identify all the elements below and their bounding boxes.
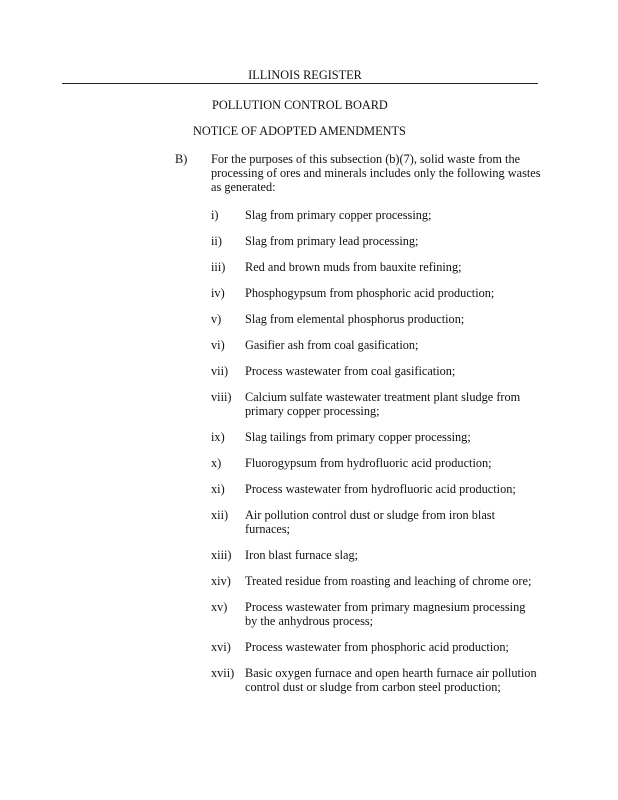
list-item-number: viii) bbox=[211, 390, 232, 404]
list-item-text bbox=[245, 600, 537, 628]
list-item-line: Slag tailings from primary copper processing; bbox=[245, 430, 471, 444]
list-item-line: furnaces; bbox=[245, 522, 291, 536]
list-item bbox=[211, 312, 537, 326]
list-item-number: ix) bbox=[211, 430, 225, 444]
list-item-number: iii) bbox=[211, 260, 226, 274]
list-item-line: Process wastewater from coal gasification; bbox=[245, 364, 456, 378]
section-intro-line: as generated: bbox=[211, 180, 276, 194]
list-item-text bbox=[245, 430, 537, 444]
waste-list bbox=[211, 208, 537, 706]
list-item-number: x) bbox=[211, 456, 222, 470]
list-item-line: Process wastewater from phosphoric acid production; bbox=[245, 640, 509, 654]
register-title-text: ILLINOIS REGISTER bbox=[248, 68, 362, 82]
list-item-number: xi) bbox=[211, 482, 225, 496]
list-item-line: Process wastewater from primary magnesium processing bbox=[245, 600, 526, 614]
list-item-text bbox=[245, 312, 537, 326]
list-item-text bbox=[245, 390, 537, 418]
list-item-text bbox=[245, 574, 537, 588]
list-item-text bbox=[245, 640, 537, 654]
list-item-line: Slag from elemental phosphorus production; bbox=[245, 312, 465, 326]
list-item bbox=[211, 548, 537, 562]
list-item-number: ii) bbox=[211, 234, 222, 248]
list-item-text bbox=[245, 666, 537, 694]
list-item bbox=[211, 338, 537, 352]
list-item-text bbox=[245, 456, 537, 470]
list-item-number: v) bbox=[211, 312, 222, 326]
list-item-text bbox=[245, 482, 537, 496]
list-item-line: Fluorogypsum from hydrofluoric acid production; bbox=[245, 456, 492, 470]
list-item-line: Slag from primary copper processing; bbox=[245, 208, 432, 222]
list-item bbox=[211, 234, 537, 248]
section-intro-line: For the purposes of this subsection (b)(7), solid waste from the bbox=[211, 152, 521, 166]
list-item-number: vi) bbox=[211, 338, 225, 352]
register-title bbox=[0, 68, 618, 82]
list-item-line: control dust or sludge from carbon steel production; bbox=[245, 680, 501, 694]
board-name: POLLUTION CONTROL BOARD bbox=[212, 98, 388, 112]
section-label: B) bbox=[175, 152, 188, 166]
list-item-line: Basic oxygen furnace and open hearth furnace air pollution bbox=[245, 666, 537, 680]
list-item-text bbox=[245, 234, 537, 248]
list-item bbox=[211, 364, 537, 378]
list-item-line: Air pollution control dust or sludge from iron blast bbox=[245, 508, 496, 522]
list-item bbox=[211, 666, 537, 694]
list-item-number: xvii) bbox=[211, 666, 235, 680]
list-item-text bbox=[245, 338, 537, 352]
list-item bbox=[211, 390, 537, 418]
section-intro-line: processing of ores and minerals includes only the following wastes bbox=[211, 166, 541, 180]
list-item bbox=[211, 260, 537, 274]
list-item-line: by the anhydrous process; bbox=[245, 614, 374, 628]
list-item-line: Iron blast furnace slag; bbox=[245, 548, 359, 562]
list-item bbox=[211, 430, 537, 444]
list-item-text bbox=[245, 508, 537, 536]
list-item-number: xii) bbox=[211, 508, 229, 522]
list-item-line: Phosphogypsum from phosphoric acid production; bbox=[245, 286, 495, 300]
list-item-number: vii) bbox=[211, 364, 229, 378]
list-item-number: xvi) bbox=[211, 640, 231, 654]
list-item bbox=[211, 456, 537, 470]
section-intro bbox=[211, 152, 541, 194]
list-item-text bbox=[245, 260, 537, 274]
list-item bbox=[211, 600, 537, 628]
notice-title: NOTICE OF ADOPTED AMENDMENTS bbox=[193, 124, 406, 138]
list-item-text bbox=[245, 286, 537, 300]
list-item bbox=[211, 286, 537, 300]
list-item-line: Gasifier ash from coal gasification; bbox=[245, 338, 419, 352]
list-item bbox=[211, 482, 537, 496]
list-item-line: Treated residue from roasting and leaching of chrome ore; bbox=[245, 574, 532, 588]
list-item-number: xiv) bbox=[211, 574, 231, 588]
list-item-line: Calcium sulfate wastewater treatment plant sludge from bbox=[245, 390, 521, 404]
list-item-line: primary copper processing; bbox=[245, 404, 380, 418]
list-item bbox=[211, 208, 537, 222]
list-item-text bbox=[245, 208, 537, 222]
header-rule bbox=[62, 83, 538, 84]
list-item-line: Process wastewater from hydrofluoric acid production; bbox=[245, 482, 516, 496]
list-item-number: xiii) bbox=[211, 548, 232, 562]
list-item-line: Slag from primary lead processing; bbox=[245, 234, 419, 248]
list-item-number: iv) bbox=[211, 286, 225, 300]
list-item bbox=[211, 640, 537, 654]
list-item-text bbox=[245, 548, 537, 562]
list-item bbox=[211, 508, 537, 536]
list-item bbox=[211, 574, 537, 588]
list-item-text bbox=[245, 364, 537, 378]
list-item-number: xv) bbox=[211, 600, 228, 614]
list-item-number: i) bbox=[211, 208, 219, 222]
list-item-line: Red and brown muds from bauxite refining; bbox=[245, 260, 462, 274]
